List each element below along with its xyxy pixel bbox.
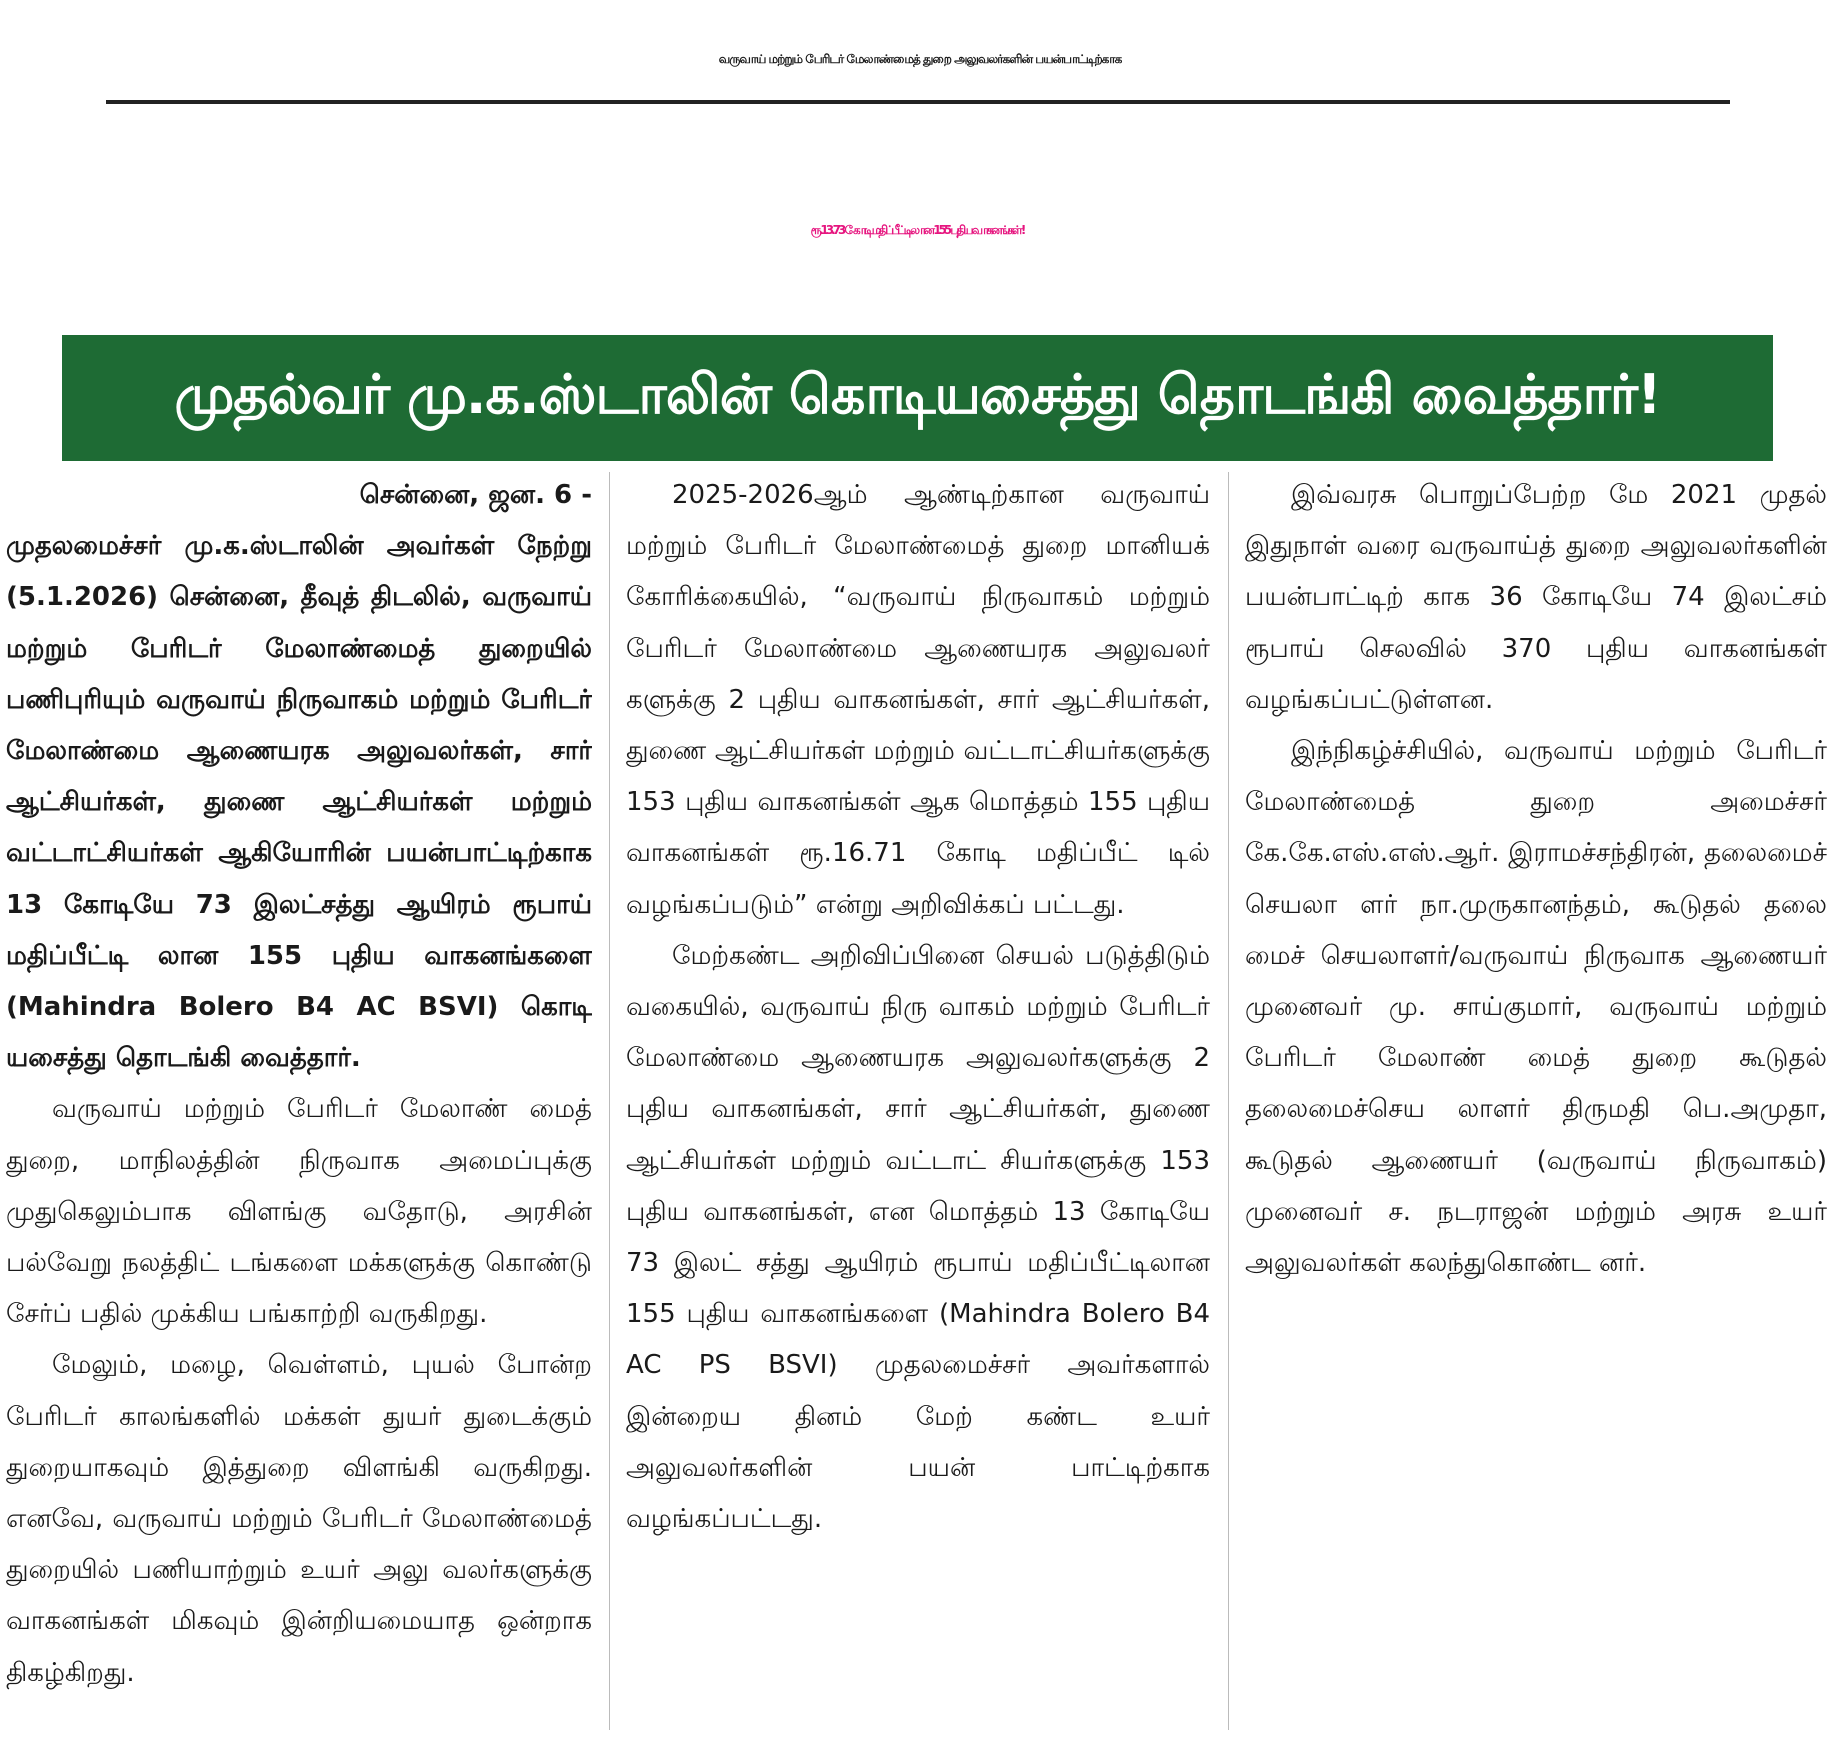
article-column-3 xyxy=(1245,470,1827,1732)
lead-paragraph: முதலமைச்சர் மு.க.ஸ்டாலின் அவர்கள் நேற்று (5.1.2026) சென்னை, தீவுத் திடலில், வருவாய் மற்றும் பேரிடர் மேலாண்மைத் துறையில் பணிபுரியும் வருவாய் நிருவாகம் மற்றும் பேரிடர் மேலாண்மை ஆணையரக அலுவலர்கள், சார் ஆட்சியர்கள், துணை ஆட்சியர்கள் மற்றும் வட்டாட்சியர்கள் ஆகியோரின் பயன்பாட்டிற்காக 13 கோடியே 73 இலட்சத்து ஆயிரம் ரூபாய் மதிப்பீட்டி லான 155 புதிய வாகனங்களை (Mahindra Bolero B4 AC BSVI) கொடி யசைத்து தொடங்கி வைத்தார். xyxy=(6,531,592,1074)
paragraph-5: இவ்வரசு பொறுப்பேற்ற மே 2021 முதல் இதுநாள் வரை வருவாய்த் துறை அலுவலர்களின் பயன்பாட்டிற் காக 36 கோடியே 74 இலட்சம் ரூபாய் செலவில் 370 புதிய வாகனங்கள் வழங்கப்பட்டுள்ளன. xyxy=(1245,480,1827,715)
paragraph-2: மேலும், மழை, வெள்ளம், புயல் போன்ற பேரிடர் காலங்களில் மக்கள் துயர் துடைக்கும் துறையாகவும் இத்துறை விளங்கி வருகிறது. எனவே, வருவாய் மற்றும் பேரிடர் மேலாண்மைத் துறையில் பணியாற்றும் உயர் அலு வலர்களுக்கு வாகனங்கள் மிகவும் இன்றியமையாத ஒன்றாக திகழ்கிறது. xyxy=(6,1350,592,1688)
article-column-1 xyxy=(6,470,592,1732)
paragraph-3: 2025-2026ஆம் ஆண்டிற்கான வருவாய் மற்றும் பேரிடர் மேலாண்மைத் துறை மானியக் கோரிக்கையில், “வருவாய் நிருவாகம் மற்றும் பேரிடர் மேலாண்மை ஆணையரக அலுவலர் களுக்கு 2 புதிய வாகனங்கள், சார் ஆட்சியர்கள், துணை ஆட்சியர்கள் மற்றும் வட்டாட்சியர்களுக்கு 153 புதிய வாகனங்கள் ஆக மொத்தம் 155 புதிய வாகனங்கள் ரூ.16.71 கோடி மதிப்பீட் டில் வழங்கப்படும்” என்று அறிவிக்கப் பட்டது. xyxy=(626,480,1210,920)
column-divider xyxy=(609,472,610,1730)
main-headline: ரூ.13.73 கோடி மதிப்பீட்டிலான 155 புதிய வாகனங்கள் ! xyxy=(810,223,1024,237)
kicker-heading: வருவாய் மற்றும் பேரிடர் மேலாண்மைத் துறை அலுவலர்களின் பயன்பாட்டிற்காக xyxy=(718,52,1122,66)
dateline: சென்னை, ஜன. 6 - xyxy=(359,480,592,510)
kicker-underline xyxy=(106,100,1730,104)
paragraph-4: மேற்கண்ட அறிவிப்பினை செயல் படுத்திடும் வகையில், வருவாய் நிரு வாகம் மற்றும் பேரிடர் மேலாண்மை ஆணையரக அலுவலர்களுக்கு 2 புதிய வாகனங்கள், சார் ஆட்சியர்கள், துணை ஆட்சியர்கள் மற்றும் வட்டாட் சியர்களுக்கு 153 புதிய வாகனங்கள், என மொத்தம் 13 கோடியே 73 இலட் சத்து ஆயிரம் ரூபாய் மதிப்பீட்டிலான 155 புதிய வாகனங்களை (Mahindra Bolero B4 AC PS BSVI) முதலமைச்சர் அவர்களால் இன்றைய தினம் மேற் கண்ட உயர் அலுவலர்களின் பயன் பாட்டிற்காக வழங்கப்பட்டது. xyxy=(626,940,1210,1535)
green-banner xyxy=(62,335,1773,461)
paragraph-6: இந்நிகழ்ச்சியில், வருவாய் மற்றும் பேரிடர் மேலாண்மைத் துறை அமைச்சர் கே.கே.எஸ்.எஸ்.ஆர். இராமச்சந்திரன், தலைமைச் செயலா ளர் நா.முருகானந்தம், கூடுதல் தலை மைச் செயலாளர்/வருவாய் நிருவாக ஆணையர் முனைவர் மு. சாய்குமார், வருவாய் மற்றும் பேரிடர் மேலாண் மைத் துறை கூடுதல் தலைமைச்செய லாளர் திருமதி பெ.அமுதா, கூடுதல் ஆணையர் (வருவாய் நிருவாகம்) முனைவர் ச. நடராஜன் மற்றும் அரசு உயர் அலுவலர்கள் கலந்துகொண்ட னர். xyxy=(1245,736,1827,1279)
banner-subheading: முதல்வர் மு.க.ஸ்டாலின் கொடியசைத்து தொடங்கி வைத்தார்! xyxy=(174,362,1661,426)
article-column-2 xyxy=(626,470,1210,1732)
paragraph-1: வருவாய் மற்றும் பேரிடர் மேலாண் மைத் துறை, மாநிலத்தின் நிருவாக அமைப்புக்கு முதுகெலும்பாக விளங்கு வதோடு, அரசின் பல்வேறு நலத்திட் டங்களை மக்களுக்கு கொண்டு சேர்ப் பதில் முக்கிய பங்காற்றி வருகிறது. xyxy=(6,1094,592,1330)
column-divider xyxy=(1228,472,1229,1730)
